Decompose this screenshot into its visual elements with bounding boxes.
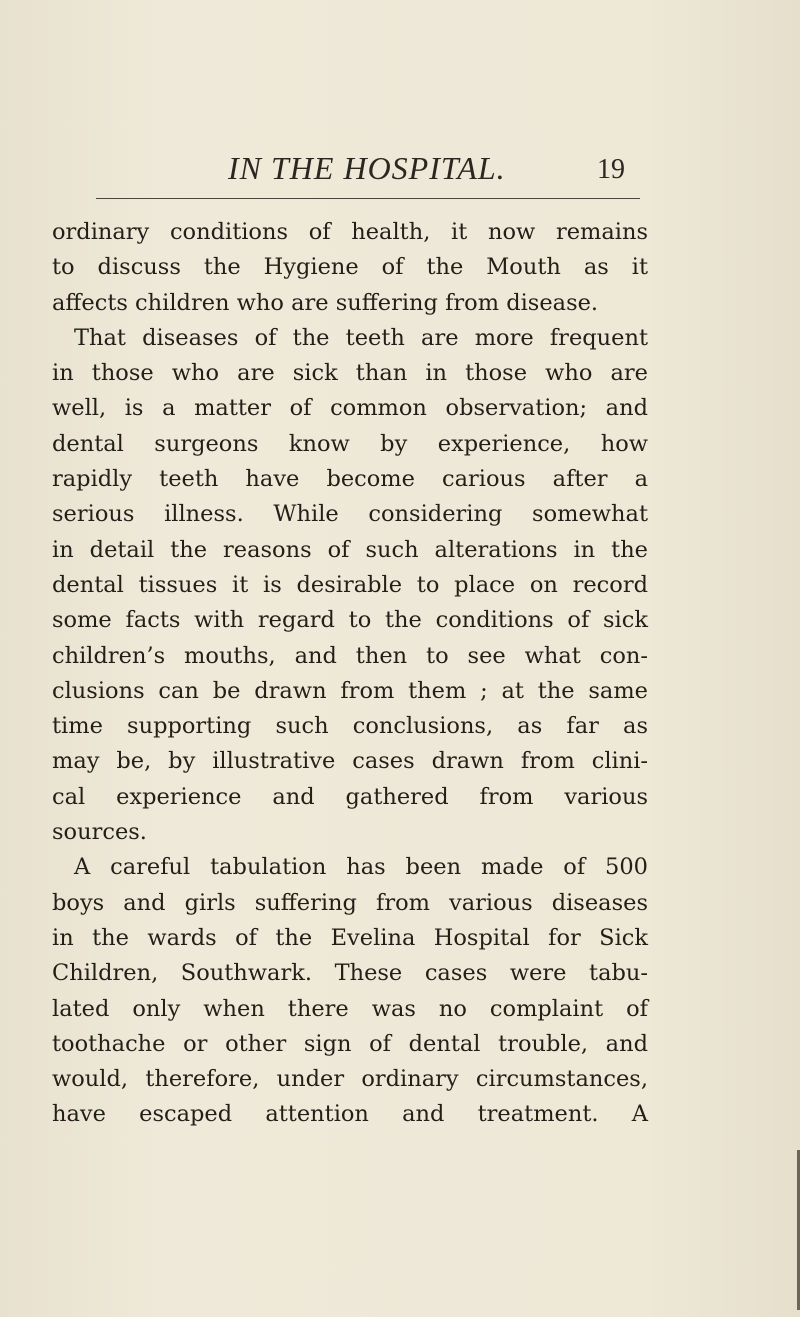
text-line: That diseases of the teeth are more frequent (74, 324, 648, 351)
text-line: in those who are sick than in those who are (52, 360, 648, 387)
text-line: have escaped attention and treatment. A (52, 1101, 648, 1128)
text-line: time supporting such conclusions, as far as (52, 713, 648, 740)
text-line: clusions can be drawn from them ; at the same (52, 677, 648, 704)
text-line: ordinary conditions of health, it now remains (52, 219, 648, 245)
text-line: cal experience and gathered from various (52, 783, 648, 810)
text-line: rapidly teeth have become carious after a (52, 466, 648, 493)
text-line: serious illness. While considering somewhat (52, 501, 648, 528)
text-line: in the wards of the Evelina Hospital for Sick (52, 924, 648, 951)
header-rule (96, 198, 640, 199)
text-line: in detail the reasons of such alterations in the (52, 536, 648, 563)
running-head: IN THE HOSPITAL. (228, 150, 506, 186)
text-line: would, therefore, under ordinary circumstances, (52, 1066, 648, 1093)
text-line: affects children who are suffering from disease. (52, 289, 599, 316)
text-line: toothache or other sign of dental trouble, and (52, 1030, 648, 1057)
text-line: A careful tabulation has been made of 500 (74, 854, 648, 881)
page-header (0, 150, 800, 190)
text-line: to discuss the Hygiene of the Mouth as it (52, 254, 648, 281)
text-line: lated only when there was no complaint of (52, 995, 648, 1022)
text-line: may be, by illustrative cases drawn from clini- (52, 748, 648, 775)
text-line: some facts with regard to the conditions of sick (52, 607, 648, 634)
text-line: dental surgeons know by experience, how (52, 430, 648, 457)
text-line: sources. (52, 819, 147, 846)
text-line: boys and girls suffering from various diseases (52, 889, 648, 916)
page-number: 19 (597, 154, 625, 185)
text-line: well, is a matter of common observation; and (52, 395, 648, 422)
body-text (52, 215, 648, 1133)
text-line: dental tissues it is desirable to place on record (52, 571, 648, 598)
text-line: children’s mouths, and then to see what con- (52, 642, 648, 669)
text-line: Children, Southwark. These cases were tabu- (52, 960, 648, 987)
